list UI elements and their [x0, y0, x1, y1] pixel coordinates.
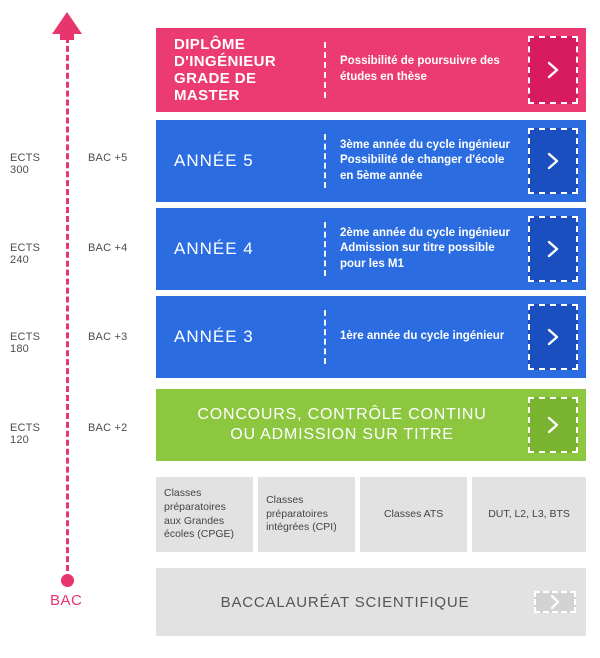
row-title: DIPLÔME D'INGÉNIEUR GRADE DE MASTER [174, 35, 277, 105]
chevron-right-icon[interactable] [528, 304, 578, 370]
tick-ects-label: ECTS 240 [10, 242, 41, 266]
timeline-axis [0, 0, 150, 658]
timeline-dashed-line [66, 28, 69, 580]
tick-ects-label: ECTS 300 [10, 152, 41, 176]
row-title-block [156, 389, 528, 461]
timeline-tick-bac2 [0, 422, 150, 446]
option-dut-l2-l3-bts[interactable] [472, 477, 586, 552]
option-classes-ats[interactable] [360, 477, 467, 552]
row-diplome-ingenieur[interactable] [156, 28, 586, 112]
option-label: DUT, L2, L3, BTS [488, 507, 570, 520]
row-divider [324, 310, 326, 364]
tick-ects-label: ECTS 120 [10, 422, 41, 446]
row-divider [324, 42, 326, 98]
tick-bac-label: BAC +5 [88, 152, 128, 164]
timeline-tick-bac5 [0, 152, 150, 176]
chevron-right-icon[interactable] [528, 128, 578, 194]
tick-ects-label: ECTS 180 [10, 331, 41, 355]
chevron-right-icon[interactable] [528, 36, 578, 104]
timeline-tick-bac3 [0, 331, 150, 355]
timeline-tick-bac4 [0, 242, 150, 266]
row-title: BACCALAURÉAT SCIENTIFIQUE [220, 593, 470, 611]
row-baccalaureat-scientifique[interactable] [156, 568, 586, 636]
row-concours-admission[interactable] [156, 389, 586, 461]
row-description: 2ème année du cycle ingénieur Admission sur titre possible pour les M1 [340, 226, 511, 270]
row-title-line2: OU ADMISSION SUR TITRE [230, 426, 454, 443]
chevron-right-icon[interactable] [528, 216, 578, 282]
timeline-end-dot [61, 574, 74, 587]
row-divider [324, 134, 326, 188]
row-title: ANNÉE 3 [174, 327, 254, 347]
row-annee-3[interactable] [156, 296, 586, 378]
row-description: Possibilité de poursuivre des études en thèse [340, 55, 500, 83]
row-divider [324, 222, 326, 276]
row-annee-5[interactable] [156, 120, 586, 202]
tick-bac-label: BAC +3 [88, 331, 128, 343]
option-label: Classes préparatoires aux Grandes écoles (CPGE) [164, 487, 235, 541]
row-title-line1: CONCOURS, CONTRÔLE CONTINU [197, 406, 487, 423]
row-description: 1ère année du cycle ingénieur [340, 330, 505, 343]
tick-bac-label: BAC +4 [88, 242, 128, 254]
row-title: ANNÉE 4 [174, 239, 254, 259]
row-description: 3ème année du cycle ingénieur Possibilité de changer d'école en 5ème année [340, 138, 511, 182]
row-title: ANNÉE 5 [174, 151, 254, 171]
chevron-right-icon[interactable] [534, 591, 576, 613]
option-label: Classes ATS [383, 507, 444, 520]
chevron-right-icon[interactable] [528, 397, 578, 453]
tick-bac-label: BAC +2 [88, 422, 128, 434]
timeline-bac-origin-label: BAC [50, 592, 83, 609]
option-label: Classes préparatoires intégrées (CPI) [266, 494, 337, 534]
row-annee-4[interactable] [156, 208, 586, 290]
option-cpge[interactable] [156, 477, 253, 552]
option-cpi[interactable] [258, 477, 355, 552]
prepa-options-group [156, 477, 586, 552]
